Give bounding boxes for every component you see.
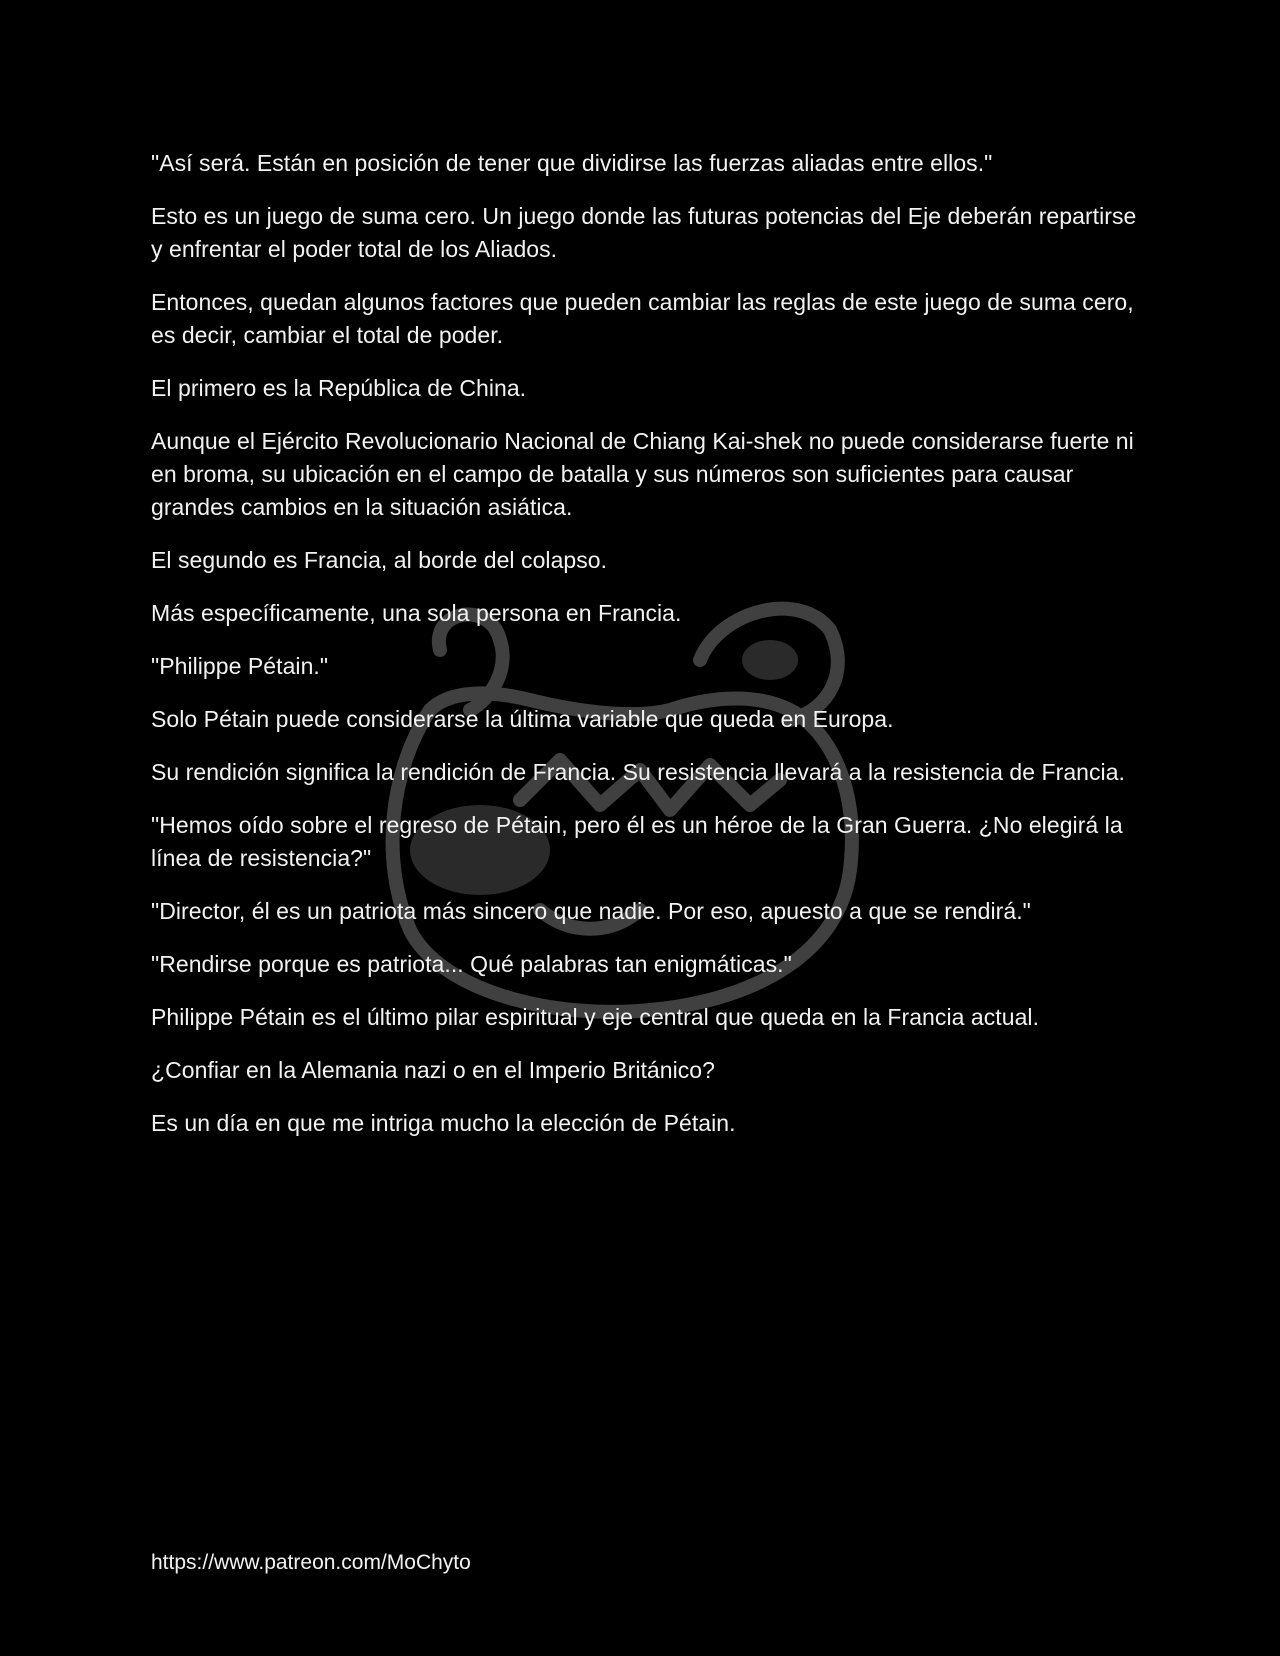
- paragraph: Entonces, quedan algunos factores que pueden cambiar las reglas de este juego de suma cero, es decir, cambiar el total de poder.: [151, 289, 1134, 348]
- paragraph: Esto es un juego de suma cero. Un juego donde las futuras potencias del Eje deberán repartirse y enfrentar el poder total de los Aliados.: [151, 203, 1137, 262]
- paragraph: Su rendición significa la rendición de Francia. Su resistencia llevará a la resistencia de Francia.: [151, 759, 1125, 785]
- paragraph: Aunque el Ejército Revolucionario Nacional de Chiang Kai-shek no puede considerarse fuerte ni en broma, su ubicación en el campo de batalla y sus números son suficientes para causar grandes cambios en la situación asiática.: [151, 428, 1134, 520]
- paragraph: "Philippe Pétain.": [151, 653, 329, 679]
- paragraph: "Rendirse porque es patriota... Qué palabras tan enigmáticas.": [151, 951, 792, 977]
- paragraph: El segundo es Francia, al borde del colapso.: [151, 547, 608, 573]
- paragraph: Solo Pétain puede considerarse la última variable que queda en Europa.: [151, 706, 894, 732]
- paragraph: Es un día en que me intriga mucho la elección de Pétain.: [151, 1110, 736, 1136]
- paragraph: "Así será. Están en posición de tener que dividirse las fuerzas aliadas entre ellos.": [151, 150, 993, 176]
- paragraph: Más específicamente, una sola persona en Francia.: [151, 600, 682, 626]
- patreon-link[interactable]: https://www.patreon.com/MoChyto: [151, 1551, 471, 1574]
- paragraph: ¿Confiar en la Alemania nazi o en el Imperio Británico?: [151, 1057, 715, 1083]
- paragraph: "Hemos oído sobre el regreso de Pétain, pero él es un héroe de la Gran Guerra. ¿No elegirá la línea de resistencia?": [151, 812, 1123, 871]
- paragraph: El primero es la República de China.: [151, 375, 527, 401]
- paragraph: "Director, él es un patriota más sincero que nadie. Por eso, apuesto a que se rendirá.": [151, 898, 1031, 924]
- document-body: [151, 147, 1141, 1160]
- paragraph: Philippe Pétain es el último pilar espiritual y eje central que queda en la Francia actual.: [151, 1004, 1040, 1030]
